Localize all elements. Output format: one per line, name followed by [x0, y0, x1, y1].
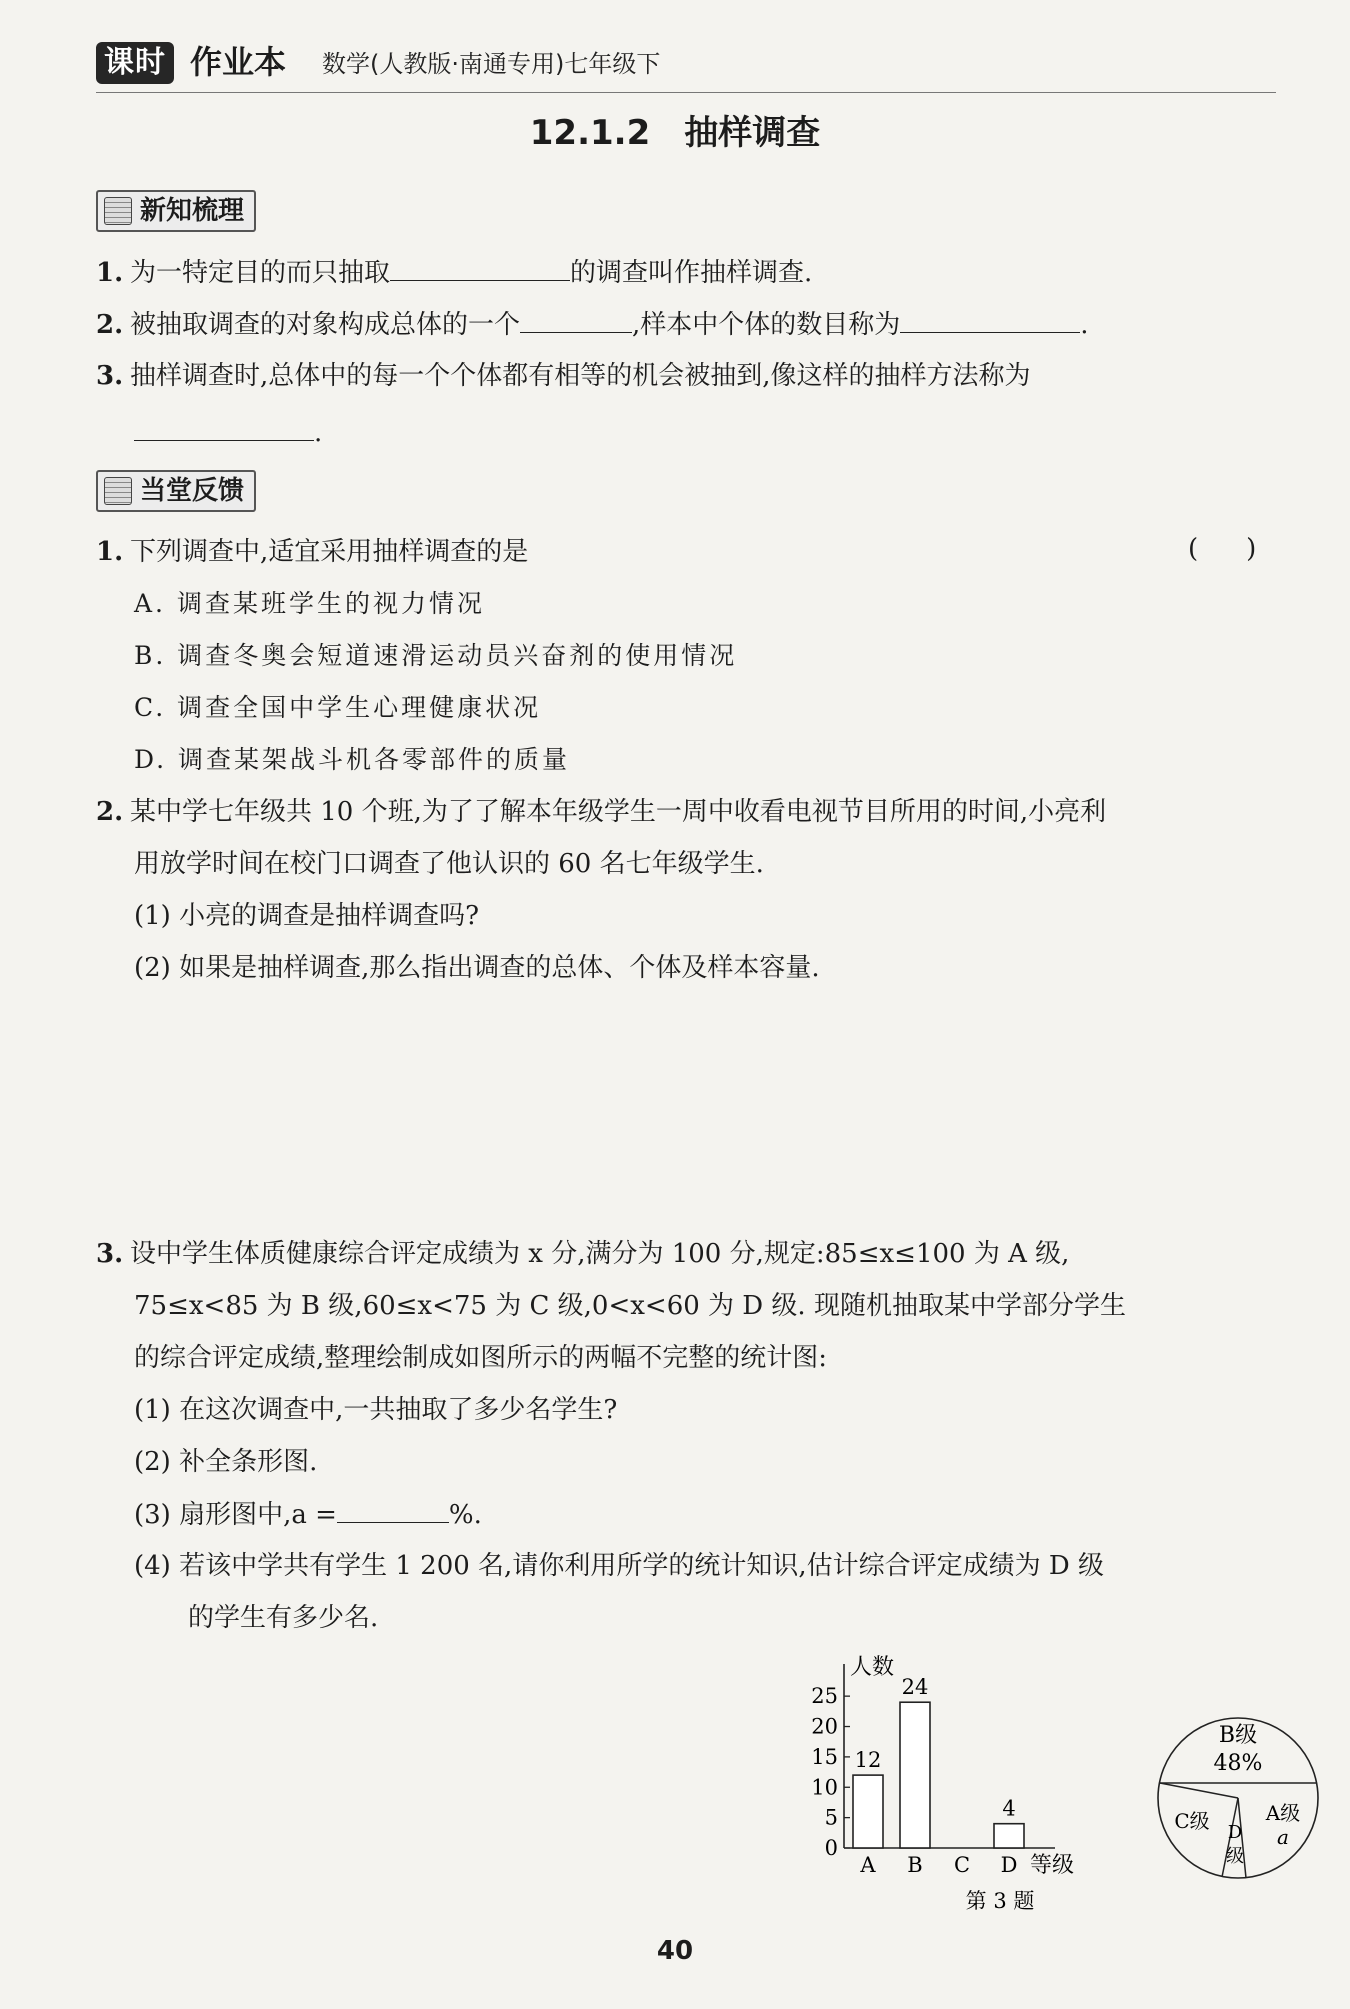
answer-blank[interactable] — [337, 1496, 449, 1523]
book-title: 作业本 — [190, 43, 287, 81]
book-icon — [104, 197, 132, 225]
option-b[interactable]: B. 调查冬奥会短道速滑运动员兴奋剂的使用情况 — [134, 641, 738, 670]
header-divider — [96, 92, 1276, 93]
page-title: 12.1.2 抽样调查 — [529, 113, 821, 153]
answer-blank[interactable] — [134, 414, 314, 441]
pie-label-d: D 级 — [1226, 1822, 1244, 1867]
bar-b — [900, 1702, 930, 1848]
question-3-line-3: 的综合评定成绩,整理绘制成如图所示的两幅不完整的统计图: — [134, 1343, 828, 1373]
item-number: 1. — [96, 258, 124, 288]
figure-q3 — [780, 1650, 1320, 1920]
question-number: 3. — [96, 1239, 124, 1269]
pie-label-c: C级 — [1174, 1809, 1210, 1833]
question-3-part-3 — [134, 1496, 482, 1533]
y-axis-label: 人数 — [850, 1655, 895, 1680]
bar-value-label: 24 — [901, 1675, 929, 1700]
question-text: 下列调查中,适宜采用抽样调查的是 — [130, 537, 529, 567]
y-tick-label: 15 — [811, 1744, 838, 1769]
item-text: . — [314, 418, 323, 448]
pie-label-b: B级 — [1218, 1723, 1258, 1748]
item-text: 被抽取调查的对象构成总体的一个 — [130, 310, 521, 340]
figure-caption: 第 3 题 — [965, 1889, 1035, 1913]
section-tag-class-feedback — [96, 470, 256, 512]
answer-blank[interactable] — [390, 254, 570, 281]
question-text: 设中学生体质健康综合评定成绩为 x 分,满分为 100 分,规定:85≤x≤100 为 A 级, — [130, 1239, 1070, 1269]
option-c[interactable]: C. 调查全国中学生心理健康状况 — [134, 693, 542, 722]
bar-chart — [811, 1655, 1074, 1878]
pie-value-b: 48% — [1213, 1751, 1263, 1776]
item-text: 的调查叫作抽样调查. — [570, 258, 813, 288]
knowledge-item-3-continuation — [134, 414, 322, 451]
item-text: 为一特定目的而只抽取 — [130, 258, 391, 288]
option-d[interactable]: D. 调查某架战斗机各零部件的质量 — [134, 745, 571, 774]
question-3 — [96, 1236, 1069, 1272]
question-2-part-2: (2) 如果是抽样调查,那么指出调查的总体、个体及样本容量. — [134, 953, 820, 983]
x-tick-label: C — [953, 1853, 971, 1877]
answer-blank[interactable] — [520, 306, 632, 333]
question-2 — [96, 794, 1106, 830]
pie-label-d-source: D级 — [780, 1650, 782, 1651]
question-3-part-1: (1) 在这次调查中,一共抽取了多少名学生? — [134, 1395, 618, 1425]
x-tick-label: B — [907, 1853, 923, 1877]
option-a[interactable]: A. 调查某班学生的视力情况 — [134, 589, 485, 618]
section-label: 当堂反馈 — [140, 476, 245, 506]
item-text: . — [1080, 310, 1089, 340]
page-number: 40 — [656, 1936, 694, 1966]
part-text: %. — [448, 1500, 482, 1530]
x-axis-label: 等级 — [1030, 1853, 1075, 1878]
question-1 — [96, 534, 528, 570]
answer-bracket[interactable] — [1188, 534, 1256, 564]
x-tick-label: A — [860, 1853, 876, 1877]
x-tick-label: D — [1000, 1853, 1018, 1877]
pencil-icon — [104, 477, 132, 505]
y-tick-label: 25 — [811, 1684, 838, 1709]
book-subtitle: 数学(人教版·南通专用)七年级下 — [322, 50, 661, 78]
bracket-right: ) — [1246, 534, 1257, 564]
series-logo: 课时 — [96, 42, 174, 84]
bar-a — [853, 1775, 883, 1848]
y-tick-label: 10 — [811, 1775, 838, 1800]
item-number: 2. — [96, 310, 124, 340]
pie-label-a: A级 — [1265, 1801, 1301, 1825]
question-text: 某中学七年级共 10 个班,为了了解本年级学生一周中收看电视节目所用的时间,小亮利 — [130, 797, 1107, 827]
item-text: 抽样调查时,总体中的每一个个体都有相等的机会被抽到,像这样的抽样方法称为 — [130, 361, 1031, 391]
pie-value-a: a — [1277, 1825, 1289, 1849]
bar-d — [994, 1824, 1024, 1848]
pie-slice-boundary — [1160, 1783, 1238, 1798]
question-number: 1. — [96, 537, 124, 567]
y-tick-label: 20 — [811, 1714, 838, 1739]
section-tag-new-knowledge — [96, 190, 256, 232]
item-number: 3. — [96, 361, 124, 391]
y-tick-label: 5 — [824, 1805, 838, 1830]
knowledge-item-1 — [96, 254, 812, 291]
knowledge-item-3 — [96, 358, 1031, 394]
bracket-left: ( — [1188, 534, 1199, 564]
question-2-line-2: 用放学时间在校门口调查了他认识的 60 名七年级学生. — [134, 849, 764, 879]
bar-value-label: 12 — [854, 1748, 882, 1773]
knowledge-item-2 — [96, 306, 1089, 343]
question-2-part-1: (1) 小亮的调查是抽样调查吗? — [134, 901, 480, 931]
question-3-line-2: 75≤x<85 为 B 级,60≤x<75 为 C 级,0<x<60 为 D 级. 现随机抽取某中学部分学生 — [134, 1291, 1126, 1321]
question-3-part-4-line-2: 的学生有多少名. — [188, 1603, 379, 1633]
question-number: 2. — [96, 797, 124, 827]
y-tick-label: 0 — [824, 1836, 838, 1860]
question-3-part-2: (2) 补全条形图. — [134, 1447, 318, 1477]
part-text: (3) 扇形图中,a = — [134, 1500, 337, 1530]
answer-blank[interactable] — [900, 306, 1080, 333]
bar-value-label: 4 — [1002, 1796, 1016, 1821]
section-label: 新知梳理 — [140, 196, 245, 226]
item-text: ,样本中个体的数目称为 — [632, 310, 901, 340]
question-3-part-4: (4) 若该中学共有学生 1 200 名,请你利用所学的统计知识,估计综合评定成绩为 D 级 — [134, 1551, 1104, 1581]
